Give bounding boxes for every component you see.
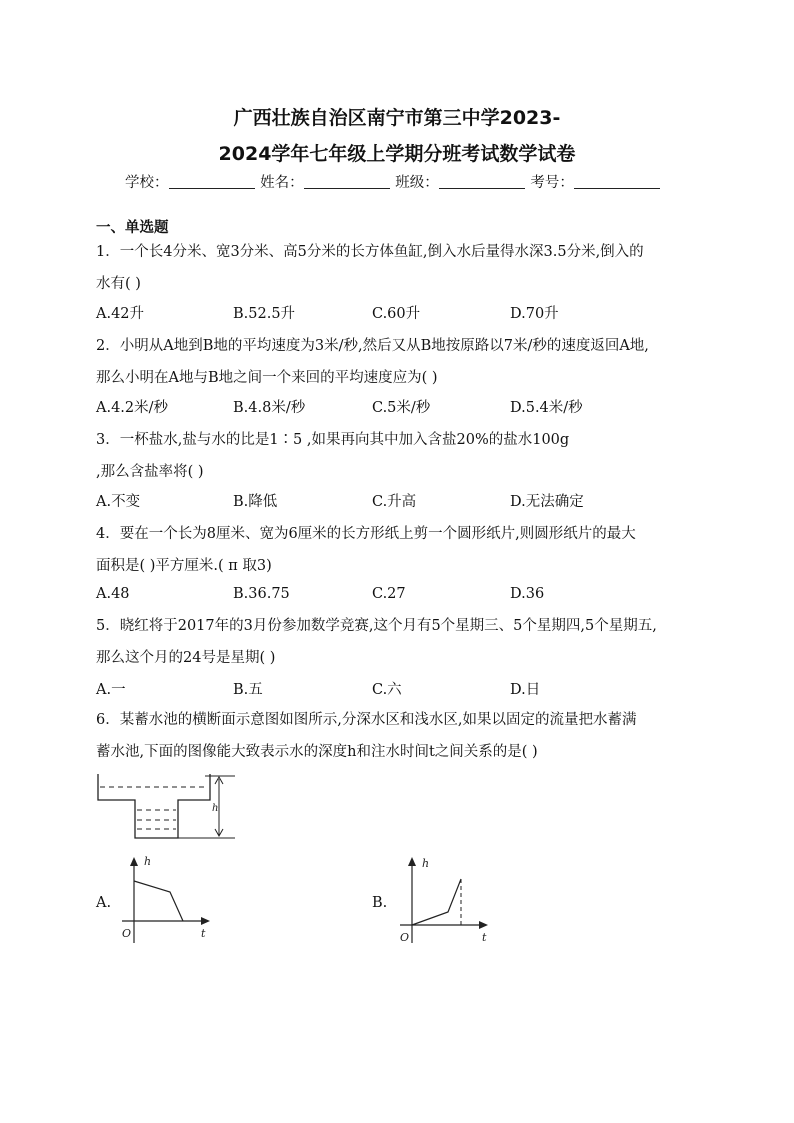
section-title: 一、单选题	[96, 220, 169, 236]
q5-line-2: 那么这个月的24号是星期( )	[96, 650, 276, 666]
q5-option-b[interactable]: B.五	[233, 682, 263, 698]
q6-line-2: 蓄水池,下面的图像能大致表示水的深度h和注水时间t之间关系的是( )	[96, 744, 538, 760]
school-label: 学校：	[125, 175, 169, 191]
graph-a	[114, 855, 214, 945]
graph-b-origin-label: O	[400, 931, 410, 944]
q3-option-c[interactable]: C.升高	[372, 494, 417, 510]
exam-number-label: 考号：	[530, 175, 574, 191]
q5-line-1: 5．晓红将于2017年的3月份参加数学竞赛,这个月有5个星期三、5个星期四,5个星期五,	[96, 618, 657, 634]
q5-option-c[interactable]: C.六	[372, 682, 402, 698]
name-blank[interactable]	[304, 174, 390, 189]
exam-title-line-1: 广西壮族自治区南宁市第三中学2023-	[233, 107, 561, 129]
graph-a-h-label: h	[144, 855, 152, 868]
q4-option-d[interactable]: D.36	[510, 586, 545, 602]
graph-a-t-label: t	[201, 927, 206, 940]
q3-option-b[interactable]: B.降低	[233, 494, 278, 510]
q4-option-b[interactable]: B.36.75	[233, 586, 290, 602]
q2-option-b[interactable]: B.4.8米/秒	[233, 400, 306, 416]
q2-option-d[interactable]: D.5.4米/秒	[510, 400, 583, 416]
diagram-h-label: h	[212, 803, 219, 814]
exam-number-blank[interactable]	[574, 174, 660, 189]
graph-b-h-label: h	[422, 857, 430, 870]
q1-option-a[interactable]: A.42升	[96, 306, 145, 322]
graph-a-origin-label: O	[122, 927, 132, 940]
q6-line-1: 6．某蓄水池的横断面示意图如图所示,分深水区和浅水区,如果以固定的流量把水蓄满	[96, 712, 637, 728]
q6-option-b[interactable]: B.	[372, 895, 388, 911]
q2-line-2: 那么小明在A地与B地之间一个来回的平均速度应为( )	[96, 370, 438, 386]
q3-option-a[interactable]: A.不变	[96, 494, 141, 510]
q3-option-d[interactable]: D.无法确定	[510, 494, 584, 510]
q1-option-b[interactable]: B.52.5升	[233, 306, 296, 322]
q4-option-a[interactable]: A.48	[96, 586, 130, 602]
q6-option-a[interactable]: A.	[96, 895, 112, 911]
reservoir-diagram	[98, 774, 238, 840]
graph-b-t-label: t	[482, 931, 487, 944]
q5-option-d[interactable]: D.日	[510, 682, 541, 698]
class-blank[interactable]	[439, 174, 525, 189]
q2-line-1: 2．小明从A地到B地的平均速度为3米/秒,然后又从B地按原路以7米/秒的速度返回A地,	[96, 338, 649, 354]
q4-line-2: 面积是( )平方厘米.( π 取3)	[96, 558, 272, 574]
q3-line-1: 3．一杯盐水,盐与水的比是1∶5 ,如果再向其中加入含盐20%的盐水100g	[96, 432, 570, 448]
graph-b	[392, 855, 492, 945]
q4-option-c[interactable]: C.27	[372, 586, 406, 602]
exam-title-line-2: 2024学年七年级上学期分班考试数学试卷	[218, 143, 576, 165]
q2-option-c[interactable]: C.5米/秒	[372, 400, 431, 416]
q2-option-a[interactable]: A.4.2米/秒	[96, 400, 169, 416]
q3-line-2: ,那么含盐率将( )	[96, 464, 204, 480]
q1-option-d[interactable]: D.70升	[510, 306, 559, 322]
q1-line-1: 1．一个长4分米、宽3分米、高5分米的长方体鱼缸,倒入水后量得水深3.5分米,倒入的	[96, 244, 644, 260]
class-label: 班级：	[395, 175, 439, 191]
q1-option-c[interactable]: C.60升	[372, 306, 421, 322]
student-info-line	[125, 171, 661, 192]
name-label: 姓名：	[260, 175, 304, 191]
q4-line-1: 4．要在一个长为8厘米、宽为6厘米的长方形纸上剪一个圆形纸片,则圆形纸片的最大	[96, 526, 636, 542]
q1-line-2: 水有( )	[96, 276, 141, 292]
school-blank[interactable]	[169, 174, 255, 189]
q5-option-a[interactable]: A.一	[96, 682, 126, 698]
